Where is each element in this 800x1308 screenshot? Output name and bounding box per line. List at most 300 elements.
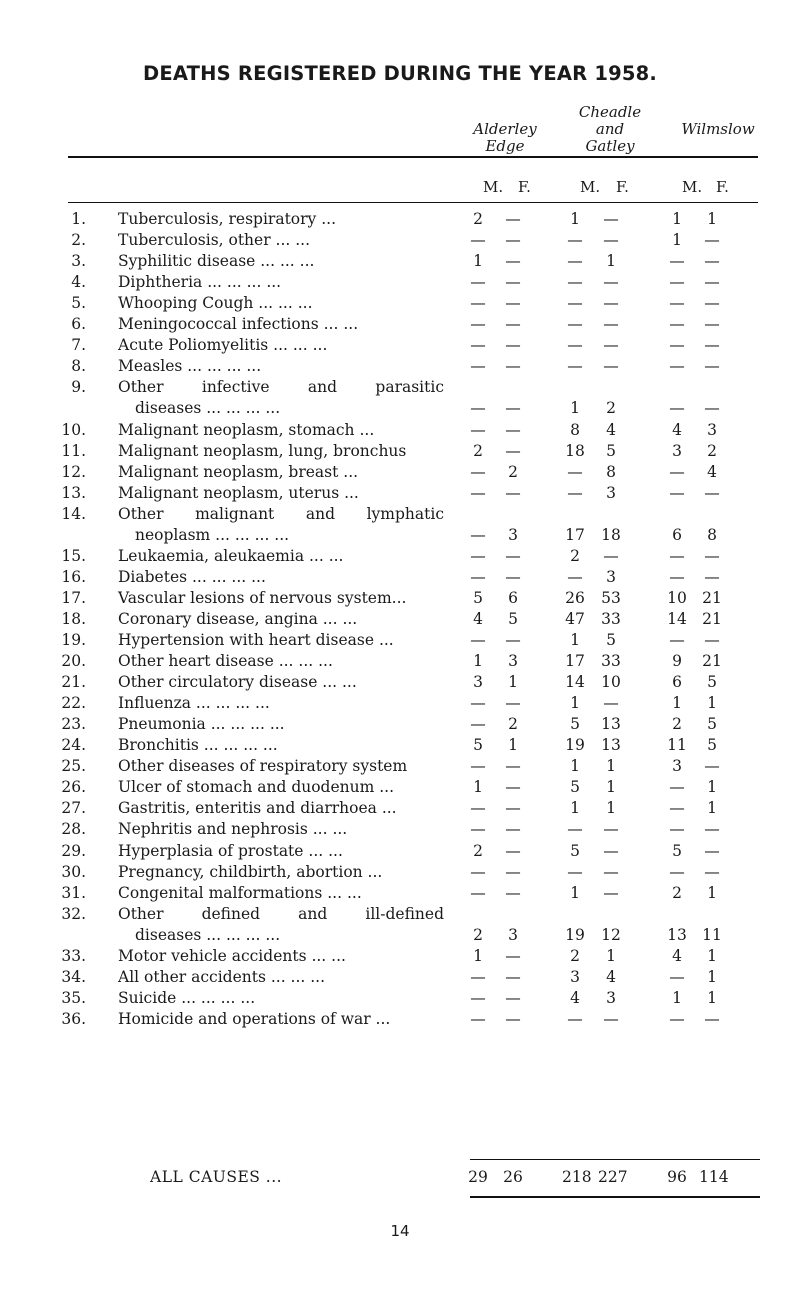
column-header-line: Alderley: [473, 120, 537, 138]
table-cell: —: [505, 694, 521, 713]
row-label: Malignant neoplasm, lung, bronchus: [118, 441, 407, 460]
table-cell: —: [669, 967, 685, 986]
row-number: 1.: [71, 210, 86, 228]
table-cell: 2: [508, 462, 518, 481]
row-number: 9.: [71, 378, 86, 397]
table-cell: 2: [473, 441, 483, 460]
table-cell: —: [704, 820, 720, 839]
row-number: 26.: [61, 778, 86, 797]
table-cell: —: [470, 883, 486, 902]
table-cell: 1: [473, 778, 483, 797]
table-cell: 1: [707, 799, 717, 818]
total-cell: 96: [667, 1168, 687, 1186]
table-cell: 5: [473, 588, 483, 607]
table-cell: —: [603, 1009, 619, 1028]
table-cell: —: [505, 988, 521, 1007]
table-cell: —: [704, 631, 720, 649]
column-header-wilmslow: [668, 121, 768, 138]
table-cell: —: [470, 546, 486, 565]
row-number: 2.: [71, 231, 86, 250]
table-cell: —: [470, 357, 486, 376]
column-header-alderley-edge: [455, 121, 555, 155]
table-cell: —: [470, 862, 486, 881]
table-cell: —: [505, 315, 521, 334]
sex-header-rule: [68, 202, 758, 203]
table-cell: 3: [707, 420, 717, 439]
table-cell: 1: [606, 778, 616, 797]
table-cell: —: [567, 862, 583, 881]
table-cell: —: [505, 336, 521, 355]
table-cell: 1: [672, 231, 682, 250]
row-number: 13.: [61, 483, 86, 502]
table-cell: —: [669, 631, 685, 649]
row-label: Pregnancy, childbirth, abortion ...: [118, 862, 383, 881]
row-number: 16.: [61, 567, 86, 586]
table-cell: 10: [667, 588, 687, 607]
total-rule-top: [470, 1159, 760, 1160]
table-cell: —: [470, 273, 486, 292]
table-cell: —: [470, 462, 486, 481]
table-cell: 5: [570, 778, 580, 797]
table-cell: —: [470, 694, 486, 713]
table-cell: 1: [672, 694, 682, 713]
total-label: ALL CAUSES ...: [150, 1168, 283, 1186]
table-cell: —: [603, 546, 619, 565]
table-cell: —: [603, 315, 619, 334]
table-cell: 3: [672, 757, 682, 776]
table-cell: —: [704, 315, 720, 334]
table-cell: —: [669, 294, 685, 313]
table-cell: —: [470, 967, 486, 986]
row-number: 30.: [61, 862, 86, 881]
row-label: Gastritis, enteritis and diarrhoea ...: [118, 799, 397, 818]
table-cell: 3: [508, 652, 518, 671]
table-cell: 1: [570, 694, 580, 713]
table-cell: —: [603, 336, 619, 355]
row-label: Congenital malformations ... ...: [118, 883, 362, 902]
table-cell: —: [567, 462, 583, 481]
table-cell: —: [470, 483, 486, 502]
table-cell: —: [669, 399, 685, 418]
table-cell: —: [704, 399, 720, 418]
table-cell: 11: [667, 736, 687, 755]
row-label: Other heart disease ... ... ...: [118, 652, 333, 671]
table-cell: 1: [508, 673, 518, 692]
row-label: Coronary disease, angina ... ...: [118, 609, 358, 628]
column-header-line: Wilmslow: [681, 120, 755, 138]
table-cell: 1: [570, 757, 580, 776]
row-number: 35.: [61, 988, 86, 1007]
row-label: Bronchitis ... ... ... ...: [118, 736, 278, 755]
table-cell: 5: [570, 715, 580, 734]
table-cell: —: [505, 252, 521, 271]
table-cell: 11: [702, 925, 722, 944]
column-header-cheadle-and-gatley: [560, 104, 660, 155]
table-cell: —: [603, 694, 619, 713]
table-cell: 3: [606, 988, 616, 1007]
table-cell: —: [704, 757, 720, 776]
table-cell: 18: [601, 525, 621, 544]
table-cell: —: [603, 883, 619, 902]
row-number: 20.: [61, 652, 86, 671]
row-label: Tuberculosis, respiratory ...: [118, 210, 336, 228]
table-cell: 1: [606, 946, 616, 965]
row-number: 17.: [61, 588, 86, 607]
table-cell: 5: [606, 631, 616, 649]
table-cell: —: [669, 315, 685, 334]
row-label: Ulcer of stomach and duodenum ...: [118, 778, 395, 797]
table-cell: 2: [707, 441, 717, 460]
table-cell: 26: [565, 588, 585, 607]
table-cell: —: [704, 273, 720, 292]
table-cell: 6: [508, 588, 518, 607]
row-label-continuation: diseases ... ... ... ...: [135, 399, 281, 418]
table-cell: 2: [473, 925, 483, 944]
table-cell: —: [470, 1009, 486, 1028]
page-number: 14: [390, 1222, 410, 1240]
row-number: 36.: [61, 1009, 86, 1028]
table-cell: 4: [570, 988, 580, 1007]
row-label: Vascular lesions of nervous system...: [118, 588, 407, 607]
table-cell: —: [669, 799, 685, 818]
table-cell: —: [505, 441, 521, 460]
table-cell: 1: [606, 252, 616, 271]
table-cell: —: [567, 820, 583, 839]
row-label: Other defined and ill-defined: [118, 904, 444, 923]
total-cell: 227: [598, 1168, 628, 1186]
table-cell: —: [603, 231, 619, 250]
table-cell: 1: [570, 883, 580, 902]
table-cell: 6: [672, 673, 682, 692]
sex-header-f: F.: [716, 178, 729, 196]
row-label: Acute Poliomyelitis ... ... ...: [118, 336, 328, 355]
total-cell: 218: [562, 1168, 592, 1186]
row-number: 34.: [61, 967, 86, 986]
row-label: Meningococcal infections ... ...: [118, 315, 359, 334]
row-label: Hypertension with heart disease ...: [118, 631, 394, 649]
row-label: Malignant neoplasm, stomach ...: [118, 420, 375, 439]
column-header-line: Cheadle: [578, 103, 642, 121]
table-cell: —: [470, 631, 486, 649]
total-rule-bottom: [470, 1196, 760, 1198]
table-cell: —: [603, 294, 619, 313]
row-number: 5.: [71, 294, 86, 313]
row-label: Other malignant and lymphatic: [118, 504, 444, 523]
table-cell: —: [669, 462, 685, 481]
table-cell: 4: [473, 609, 483, 628]
table-cell: 10: [601, 673, 621, 692]
table-cell: —: [704, 294, 720, 313]
table-cell: 5: [672, 841, 682, 860]
table-cell: 1: [473, 652, 483, 671]
table-cell: —: [704, 336, 720, 355]
table-cell: 1: [606, 757, 616, 776]
table-cell: —: [505, 883, 521, 902]
table-cell: 6: [672, 525, 682, 544]
table-cell: 47: [565, 609, 585, 628]
row-label-continuation: neoplasm ... ... ... ...: [135, 525, 290, 544]
table-cell: —: [505, 1009, 521, 1028]
table-cell: —: [567, 483, 583, 502]
table-cell: 1: [473, 946, 483, 965]
table-cell: 2: [672, 883, 682, 902]
total-cell: 29: [468, 1168, 488, 1186]
table-cell: —: [669, 336, 685, 355]
sex-header-f: F.: [616, 178, 629, 196]
row-label-continuation: diseases ... ... ... ...: [135, 925, 281, 944]
table-cell: 4: [672, 946, 682, 965]
row-number: 31.: [61, 883, 86, 902]
table-cell: —: [567, 252, 583, 271]
table-cell: 21: [702, 609, 722, 628]
row-label: Whooping Cough ... ... ...: [118, 294, 313, 313]
table-cell: 1: [707, 967, 717, 986]
row-label: Leukaemia, aleukaemia ... ...: [118, 546, 344, 565]
table-cell: 21: [702, 652, 722, 671]
table-cell: —: [669, 862, 685, 881]
table-cell: —: [505, 820, 521, 839]
table-cell: —: [669, 357, 685, 376]
header-rule: [68, 156, 758, 158]
row-number: 12.: [61, 462, 86, 481]
sex-header-f: F.: [518, 178, 531, 196]
table-cell: —: [603, 841, 619, 860]
table-cell: —: [470, 799, 486, 818]
row-label: Other circulatory disease ... ...: [118, 673, 357, 692]
row-number: 32.: [61, 904, 86, 923]
table-cell: —: [567, 567, 583, 586]
table-cell: 14: [565, 673, 585, 692]
row-number: 4.: [71, 273, 86, 292]
table-cell: 3: [473, 673, 483, 692]
row-number: 22.: [61, 694, 86, 713]
row-number: 24.: [61, 736, 86, 755]
table-cell: —: [505, 862, 521, 881]
table-cell: 1: [672, 988, 682, 1007]
table-cell: —: [567, 231, 583, 250]
row-label: Diabetes ... ... ... ...: [118, 567, 266, 586]
row-number: 14.: [61, 504, 86, 523]
table-cell: —: [603, 210, 619, 228]
table-cell: 3: [508, 525, 518, 544]
table-cell: —: [505, 273, 521, 292]
table-cell: 1: [570, 799, 580, 818]
table-cell: —: [505, 946, 521, 965]
table-cell: 8: [570, 420, 580, 439]
table-cell: —: [470, 567, 486, 586]
table-cell: 5: [606, 441, 616, 460]
row-label: Measles ... ... ... ...: [118, 357, 262, 376]
table-cell: 3: [570, 967, 580, 986]
table-cell: —: [505, 399, 521, 418]
table-cell: —: [505, 799, 521, 818]
table-cell: 5: [508, 609, 518, 628]
row-label: Suicide ... ... ... ...: [118, 988, 256, 1007]
sex-header-m: M.: [483, 178, 504, 196]
table-cell: —: [669, 252, 685, 271]
table-cell: —: [669, 820, 685, 839]
table-cell: 5: [707, 715, 717, 734]
table-cell: —: [505, 631, 521, 649]
table-cell: 1: [672, 210, 682, 228]
table-cell: —: [505, 967, 521, 986]
table-cell: —: [567, 1009, 583, 1028]
table-cell: 3: [508, 925, 518, 944]
table-cell: —: [505, 231, 521, 250]
table-cell: 21: [702, 588, 722, 607]
sex-header-m: M.: [682, 178, 703, 196]
table-cell: 1: [570, 399, 580, 418]
row-number: 19.: [61, 631, 86, 649]
table-cell: —: [603, 273, 619, 292]
table-cell: 4: [707, 462, 717, 481]
table-cell: —: [505, 420, 521, 439]
row-number: 25.: [61, 757, 86, 776]
table-cell: —: [505, 210, 521, 228]
table-cell: 1: [707, 883, 717, 902]
table-cell: 2: [570, 546, 580, 565]
row-label: Other diseases of respiratory system: [118, 757, 408, 776]
table-cell: 5: [473, 736, 483, 755]
table-cell: 8: [707, 525, 717, 544]
row-number: 27.: [61, 799, 86, 818]
table-cell: 5: [707, 673, 717, 692]
table-cell: —: [567, 315, 583, 334]
table-cell: —: [567, 336, 583, 355]
row-number: 29.: [61, 841, 86, 860]
table-cell: —: [505, 294, 521, 313]
table-cell: 3: [606, 567, 616, 586]
table-cell: 4: [672, 420, 682, 439]
table-cell: —: [669, 483, 685, 502]
row-label: Nephritis and nephrosis ... ...: [118, 820, 348, 839]
row-label: Diphtheria ... ... ... ...: [118, 273, 282, 292]
table-cell: 14: [667, 609, 687, 628]
table-cell: —: [567, 357, 583, 376]
table-cell: —: [704, 483, 720, 502]
table-cell: 53: [601, 588, 621, 607]
column-header-line: and: [595, 120, 625, 138]
table-cell: —: [567, 273, 583, 292]
table-cell: 1: [707, 210, 717, 228]
row-number: 10.: [61, 420, 86, 439]
table-cell: 2: [473, 210, 483, 228]
table-cell: —: [505, 483, 521, 502]
table-cell: —: [505, 357, 521, 376]
row-number: 8.: [71, 357, 86, 376]
table-cell: —: [669, 567, 685, 586]
table-cell: —: [470, 336, 486, 355]
table-cell: 5: [570, 841, 580, 860]
table-cell: —: [470, 294, 486, 313]
table-cell: —: [505, 778, 521, 797]
table-cell: 19: [565, 925, 585, 944]
table-cell: 19: [565, 736, 585, 755]
table-cell: —: [470, 399, 486, 418]
table-cell: 1: [707, 946, 717, 965]
column-header-line: Edge: [485, 137, 525, 155]
table-cell: 2: [508, 715, 518, 734]
table-cell: 13: [667, 925, 687, 944]
table-cell: —: [567, 294, 583, 313]
row-number: 28.: [61, 820, 86, 839]
table-cell: 9: [672, 652, 682, 671]
row-label: Homicide and operations of war ...: [118, 1009, 391, 1028]
table-cell: —: [470, 715, 486, 734]
page-title: DEATHS REGISTERED DURING THE YEAR 1958.: [142, 62, 658, 85]
row-label: Other infective and parasitic: [118, 378, 444, 397]
table-cell: 12: [601, 925, 621, 944]
table-cell: —: [704, 357, 720, 376]
table-cell: —: [470, 420, 486, 439]
total-cell: 26: [503, 1168, 523, 1186]
table-cell: —: [470, 525, 486, 544]
table-cell: 33: [601, 609, 621, 628]
table-cell: 13: [601, 715, 621, 734]
table-cell: —: [603, 357, 619, 376]
table-cell: —: [470, 231, 486, 250]
table-cell: —: [603, 862, 619, 881]
table-cell: 1: [707, 988, 717, 1007]
row-number: 3.: [71, 252, 86, 271]
sex-header-m: M.: [580, 178, 601, 196]
table-cell: 17: [565, 652, 585, 671]
table-cell: 1: [606, 799, 616, 818]
table-cell: —: [470, 988, 486, 1007]
row-label: Pneumonia ... ... ... ...: [118, 715, 285, 734]
table-cell: —: [505, 567, 521, 586]
table-cell: —: [669, 546, 685, 565]
row-number: 11.: [61, 441, 86, 460]
table-cell: —: [470, 820, 486, 839]
table-cell: 1: [473, 252, 483, 271]
row-number: 23.: [61, 715, 86, 734]
table-cell: 5: [707, 736, 717, 755]
table-cell: —: [704, 567, 720, 586]
row-label: Motor vehicle accidents ... ...: [118, 946, 346, 965]
table-cell: —: [704, 1009, 720, 1028]
table-cell: —: [704, 546, 720, 565]
row-number: 7.: [71, 336, 86, 355]
table-cell: 8: [606, 462, 616, 481]
row-label: All other accidents ... ... ...: [118, 967, 326, 986]
table-cell: 4: [606, 967, 616, 986]
table-cell: 2: [606, 399, 616, 418]
row-label: Tuberculosis, other ... ...: [118, 231, 311, 250]
table-cell: 1: [570, 210, 580, 228]
table-cell: —: [669, 273, 685, 292]
column-header-line: Gatley: [585, 137, 635, 155]
table-cell: —: [704, 252, 720, 271]
table-cell: 1: [707, 778, 717, 797]
table-cell: —: [470, 757, 486, 776]
row-number: 21.: [61, 673, 86, 692]
table-cell: 2: [672, 715, 682, 734]
total-cell: 114: [699, 1168, 729, 1186]
row-number: 18.: [61, 609, 86, 628]
table-cell: —: [704, 862, 720, 881]
table-cell: 17: [565, 525, 585, 544]
table-cell: 1: [508, 736, 518, 755]
row-label: Malignant neoplasm, uterus ...: [118, 483, 359, 502]
table-cell: 2: [570, 946, 580, 965]
table-cell: —: [505, 841, 521, 860]
table-cell: —: [603, 820, 619, 839]
row-label: Syphilitic disease ... ... ...: [118, 252, 315, 271]
row-label: Influenza ... ... ... ...: [118, 694, 270, 713]
table-cell: —: [704, 231, 720, 250]
table-cell: 18: [565, 441, 585, 460]
